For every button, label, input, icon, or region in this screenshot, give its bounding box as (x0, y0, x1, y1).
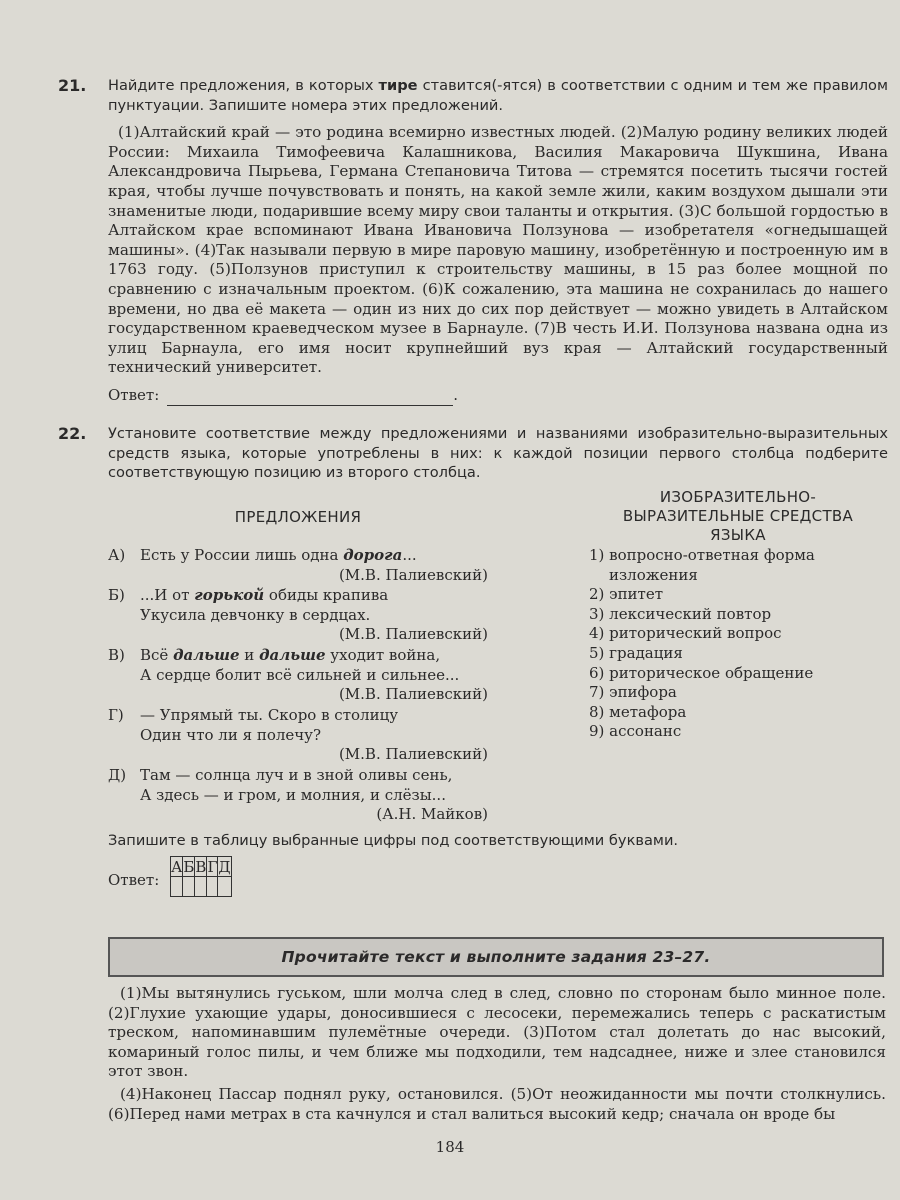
answer-label: Ответ: (108, 385, 160, 404)
sentence-author: (М.В. Палиевский) (338, 625, 488, 643)
answer-cell[interactable] (171, 877, 183, 897)
means-item: 8) метафора (589, 702, 687, 721)
answer-cell[interactable] (183, 877, 195, 897)
sentence-b: Б) ...И от горькой обиды крапива Укусила девчонку в сердцах. (М.В. Палиевский) (108, 586, 488, 643)
text-paragraph: (1)Мы вытянулись гуськом, шли молча след в след, словно по сторонам было минное поле. (2)Глухие ухающие удары, доносившиеся с лесосеки, перемежались теперь с раскатистым треском, напоминавшим пулемётные очереди. (3)Потом стал долетать до нас высокий, комариный голос пилы, и чем ближе мы подходили, тем надсаднее, ниже и злее становился этот звон. (108, 984, 886, 1081)
means-item: 3) лексический повтор (589, 604, 772, 623)
task-number: 22. (58, 424, 87, 443)
answer-cell[interactable] (218, 877, 231, 897)
sentence-a: А) Есть у России лишь одна дорога... (М.В. Палиевский) (108, 546, 488, 584)
means-item: 7) эпифора (589, 683, 677, 702)
sentence-author: (М.В. Палиевский) (338, 565, 488, 584)
means-item: 2) эпитет (589, 585, 664, 604)
task-instruction: Установите соответствие между предложениями и названиями изобразительно-выразительных средств языка, которые употреблены в них: к каждой позиции первого столбца подберите соответствующую позицию из второго столбца. (108, 425, 888, 482)
task-paragraph: (1)Алтайский край — это родина всемирно известных людей. (2)Малую родину великих людей России: Михаила Тимофеевича Калашникова, Василия Макаровича Шукшина, Ивана Александровича Пырьева, Германа Степановича Титова — стремятся посетить тысячи гостей края, чтобы лучше почувствовать и понять, на какой земле жили, каким воздухом дышали эти знаменитые люди, подарившие всему миру свои таланты и открытия. (3)С большой гордостью в Алтайском крае вспоминают Ивана Ивановича Ползунова — изобретателя «огнедышащей машины». (4)Так называли первую в мире паровую машину, изобретённую и построенную им в 1763 году. (5)Ползунов приступил к строительству машины, в 15 раз более мощной по сравнению с изначальным проектом. (6)К сожалению, эта машина не сохранилась до нашего времени, но два её макета — один из них до сих пор действует — можно увидеть в Алтайском государственном краеведческом музее в Барнауле. (7)В честь И.И. Ползунова названа одна из улиц Барнаула, его имя носит крупнейший вуз края — Алтайский государственный технический университет. (108, 123, 888, 377)
means-item: 9) ассонанс (589, 722, 682, 741)
task-instruction: Найдите предложения, в которых тире ставится(-ятся) в соответствии с одним и тем же правилом пунктуации. Запишите номера этих предложений. (108, 77, 888, 114)
right-column-header: ИЗОБРАЗИТЕЛЬНО- ВЫРАЗИТЕЛЬНЫЕ СРЕДСТВА ЯЗЫКА (622, 488, 854, 544)
sentence-g: Г) — Упрямый ты. Скоро в столицу Один что ли я полечу? (М.В. Палиевский) (108, 706, 488, 763)
means-item: 5) градация (589, 643, 683, 662)
means-item: 1) вопросно-ответная форма изложения (589, 546, 815, 584)
task-number: 21. (58, 76, 87, 95)
answer-cell[interactable] (195, 877, 207, 897)
means-item: 4) риторический вопрос (589, 624, 782, 643)
sentence-author: (М.В. Палиевский) (338, 685, 488, 703)
answer-table (170, 856, 232, 897)
means-list (589, 546, 889, 742)
task-22 (58, 424, 888, 491)
reading-text (108, 984, 886, 1127)
section-banner: Прочитайте текст и выполните задания 23–27. (108, 937, 884, 977)
matching-columns (108, 488, 888, 828)
sentence-d: Д) Там — солнца луч и в зной оливы сень, А здесь — и гром, и молния, и слёзы... (А.Н. Майков) (108, 766, 488, 823)
table-header-cell: А (171, 857, 183, 876)
answer-label: Ответ: (108, 871, 160, 889)
sentence-author: (М.В. Палиевский) (338, 745, 488, 763)
table-header-cell: Д (218, 857, 231, 876)
table-header-cell: Г (207, 857, 218, 876)
left-column-header: ПРЕДЛОЖЕНИЯ (234, 508, 362, 526)
table-header-cell: Б (183, 857, 195, 876)
table-instruction: Запишите в таблицу выбранные цифры под соответствующими буквами. (108, 832, 679, 849)
sentence-author: (А.Н. Майков) (376, 805, 488, 823)
means-item: 6) риторическое обращение (589, 663, 814, 682)
answer-cell[interactable] (207, 877, 218, 897)
table-header-cell: В (195, 857, 207, 876)
answer-row: Ответ: . (108, 385, 459, 404)
task-21 (58, 76, 888, 406)
answer-input-line[interactable] (167, 391, 453, 406)
text-paragraph: (4)Наконец Пассар поднял руку, остановился. (5)От неожиданности мы почти столкнулись. (6)Перед нами метрах в ста качнулся и стал валиться высокий кедр; сначала он вроде бы (108, 1084, 886, 1123)
sentence-v: В) Всё дальше и дальше уходит война, А сердце болит всё сильней и сильнее... (М.В. Палиевский) (108, 646, 488, 703)
page-number: 184 (435, 1138, 465, 1156)
